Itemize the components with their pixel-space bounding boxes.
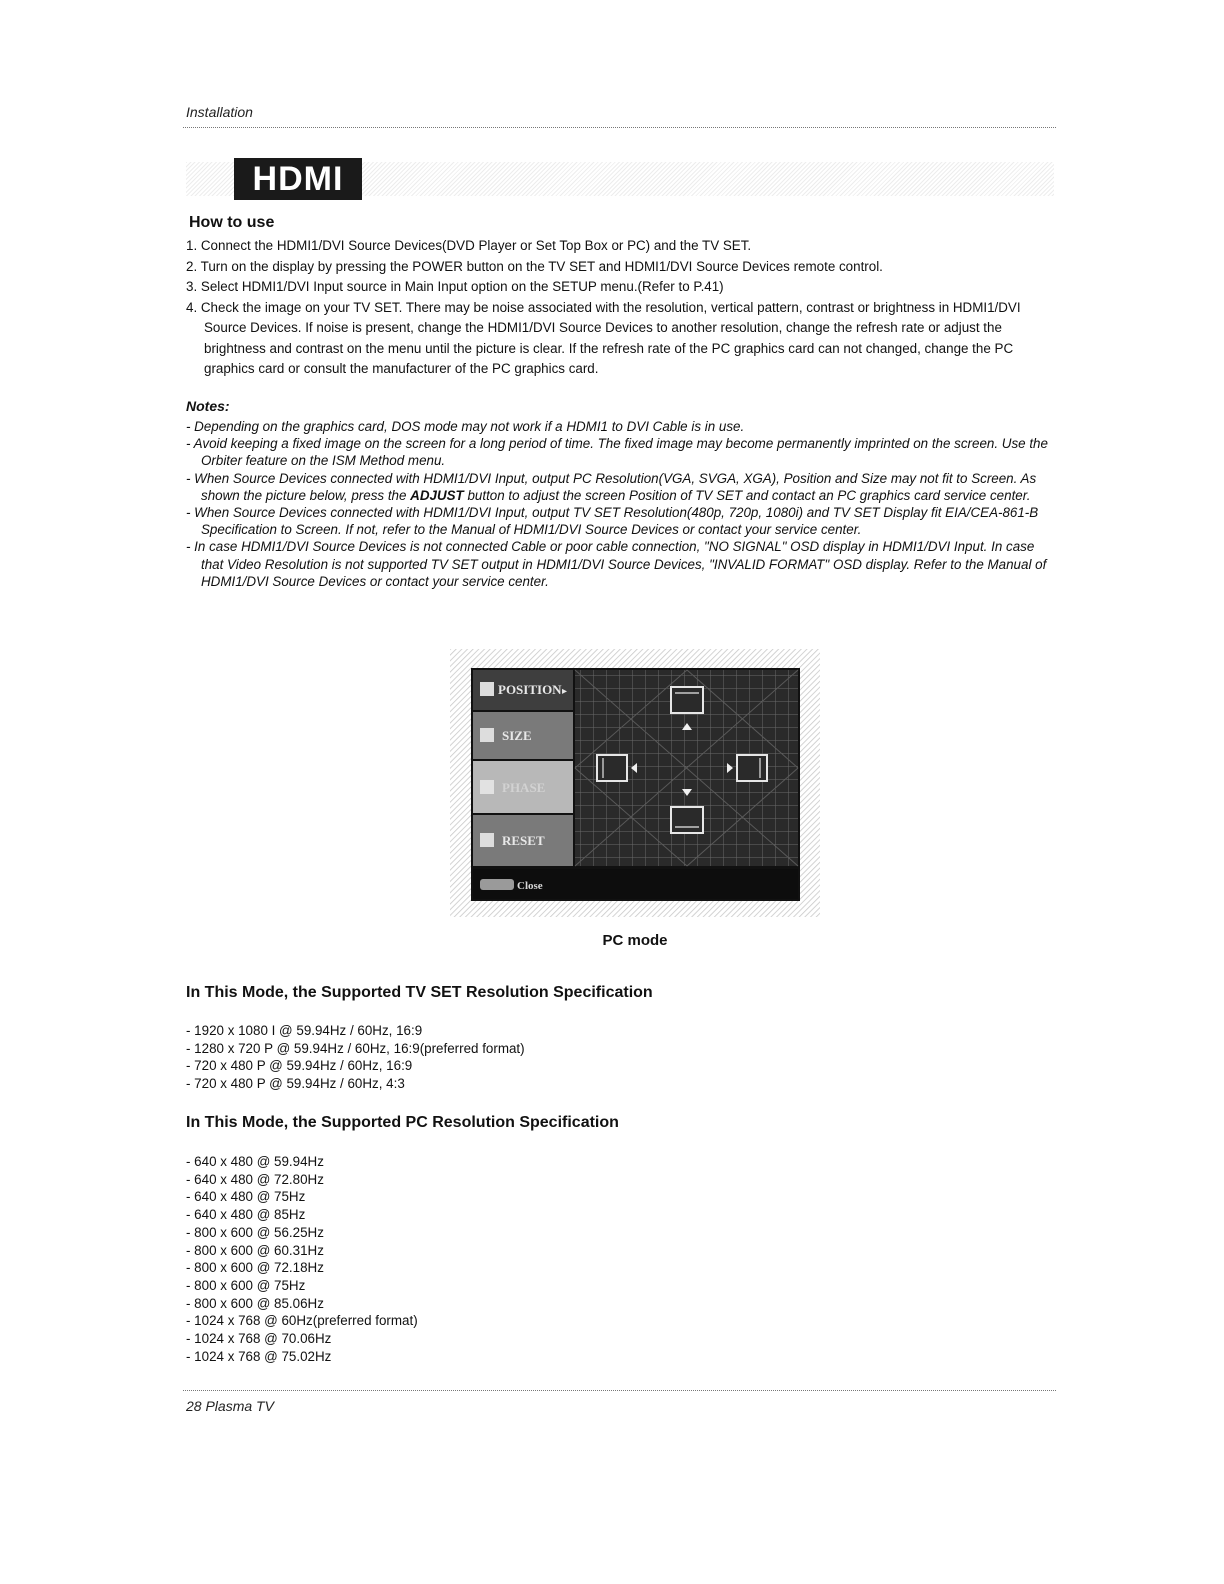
pc-mode-caption: PC mode <box>602 932 668 949</box>
reset-icon <box>480 833 494 847</box>
section-banner <box>186 158 1054 200</box>
banner-title: HDMI <box>234 158 362 200</box>
position-icon <box>480 682 494 696</box>
osd-item-label: POSITION <box>498 682 562 697</box>
note-item <box>186 470 1056 504</box>
osd-item-label: SIZE <box>502 728 532 743</box>
step-item: 2. Turn on the display by pressing the POWER button on the TV SET and HDMI1/DVI Source Devices remote control. <box>186 258 883 274</box>
header-rule <box>183 127 1056 128</box>
adjust-keyword: ADJUST <box>410 487 464 503</box>
spec-item: - 800 x 600 @ 60.31Hz <box>186 1242 324 1258</box>
spec-item: - 1024 x 768 @ 70.06Hz <box>186 1331 332 1347</box>
note-item: - Avoid keeping a fixed image on the screen for a long period of time. The fixed image may become permanently imprinted on the screen. Use the Orbiter feature on the ISM Method menu. <box>186 436 1048 469</box>
selected-arrow-icon: ▸ <box>562 686 568 697</box>
spec-item: - 720 x 480 P @ 59.94Hz / 60Hz, 16:9 <box>186 1058 413 1074</box>
spec-item: - 1024 x 768 @ 60Hz(preferred format) <box>186 1313 418 1329</box>
footer-rule <box>183 1390 1056 1391</box>
tv-spec-title: In This Mode, the Supported TV SET Resolution Specification <box>186 984 653 1001</box>
spec-item: - 1024 x 768 @ 75.02Hz <box>186 1348 332 1364</box>
tv-spec-list <box>186 1022 525 1093</box>
spec-item: - 800 x 600 @ 72.18Hz <box>186 1260 324 1276</box>
note-item: - When Source Devices connected with HDMI1/DVI Input, output TV SET Resolution(480p, 720p, 1080i) and TV SET Display fit EIA/CEA-861-B Specification to Screen. If not, refer to the Manual of HDMI1/DVI Source Devices or contact your service center. <box>186 505 1039 538</box>
step-item: 4. Check the image on your TV SET. There may be noise associated with the resolution, vertical pattern, contrast or brightness in HDMI1/DVI Source Devices. If noise is present, change the HDMI1/DVI Source Devices to another resolution, change the refresh rate or adjust the brightness and contrast on the menu until the picture is clear. If the refresh rate of the PC graphics card can not changed, change the PC graphics card or consult the manufacturer of the PC graphics card. <box>186 299 1021 376</box>
spec-item: - 640 x 480 @ 85Hz <box>186 1207 306 1223</box>
spec-item: - 800 x 600 @ 85.06Hz <box>186 1295 324 1311</box>
steps-list <box>186 236 1056 380</box>
close-key-icon <box>480 879 514 890</box>
spec-item: - 720 x 480 P @ 59.94Hz / 60Hz, 4:3 <box>186 1076 405 1092</box>
spec-item: - 640 x 480 @ 75Hz <box>186 1189 306 1205</box>
spec-item: - 640 x 480 @ 59.94Hz <box>186 1154 324 1169</box>
note-item: - Depending on the graphics card, DOS mode may not work if a HDMI1 to DVI Cable is in use. <box>186 419 745 434</box>
notes-title: Notes: <box>186 398 230 414</box>
phase-icon <box>480 780 494 794</box>
spec-item: - 1280 x 720 P @ 59.94Hz / 60Hz, 16:9(preferred format) <box>186 1040 525 1056</box>
step-item: 3. Select HDMI1/DVI Input source in Main Input option on the SETUP menu.(Refer to P.41) <box>186 279 724 294</box>
notes-list <box>186 418 1056 590</box>
pc-spec-list <box>186 1153 418 1365</box>
close-label: Close <box>517 880 543 892</box>
osd-item-label: RESET <box>502 833 545 848</box>
step-item: 1. Connect the HDMI1/DVI Source Devices(DVD Player or Set Top Box or PC) and the TV SET. <box>186 238 752 253</box>
osd-item-label: PHASE <box>502 780 546 795</box>
spec-item: - 1920 x 1080 I @ 59.94Hz / 60Hz, 16:9 <box>186 1023 423 1038</box>
pc-mode-osd-screenshot <box>450 649 820 917</box>
page-footer: 28 Plasma TV <box>186 1398 274 1414</box>
note-text: - When Source Devices connected with HDMI1/DVI Input, output PC Resolution(VGA, SVGA, XGA), Position and Size may not fit to Screen. As shown the picture below, press the <box>186 470 1037 503</box>
spec-item: - 640 x 480 @ 72.80Hz <box>186 1171 324 1187</box>
note-text: button to adjust the screen Position of TV SET and contact an PC graphics card service center. <box>463 487 1031 503</box>
spec-item: - 800 x 600 @ 75Hz <box>186 1277 306 1293</box>
pc-spec-title: In This Mode, the Supported PC Resolution Specification <box>186 1114 619 1131</box>
section-label: Installation <box>186 104 253 120</box>
size-icon <box>480 728 494 742</box>
note-item: - In case HDMI1/DVI Source Devices is not connected Cable or poor cable connection, "NO SIGNAL" OSD display in HDMI1/DVI Input. In case that Video Resolution is not supported TV SET output in HDMI1/DVI Source Devices, "INVALID FORMAT" OSD display. Refer to the Manual of HDMI1/DVI Source Devices or contact your service center. <box>186 539 1047 589</box>
how-to-use-title: How to use <box>189 214 275 231</box>
spec-item: - 800 x 600 @ 56.25Hz <box>186 1224 324 1240</box>
